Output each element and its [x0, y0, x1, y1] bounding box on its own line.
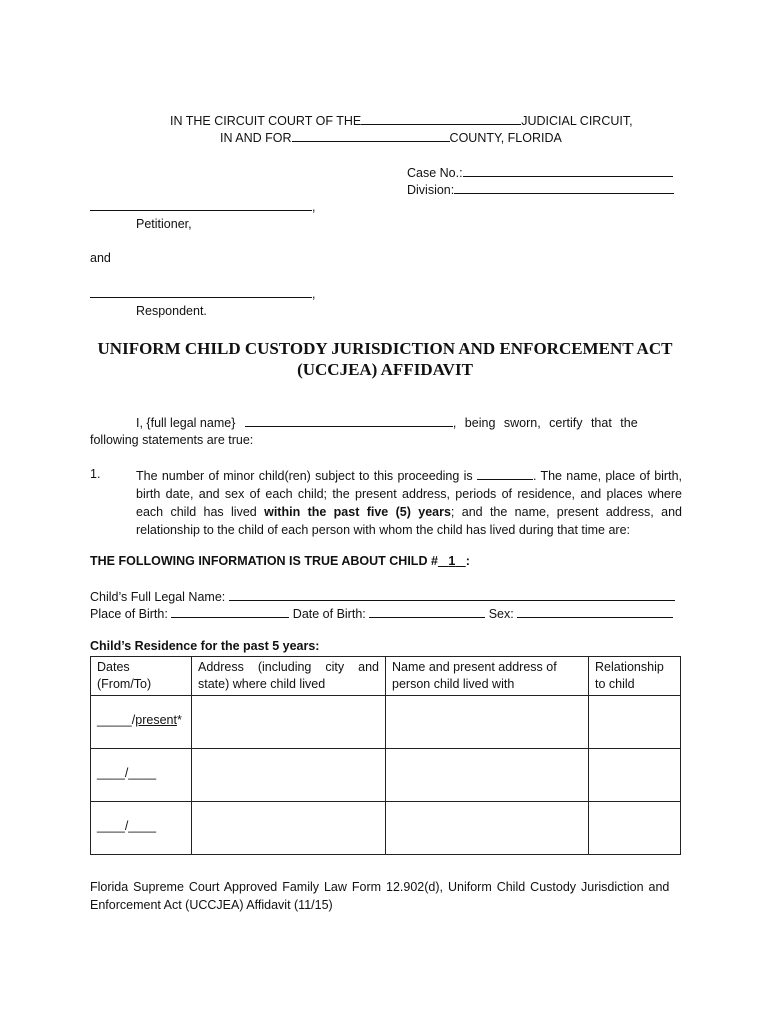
item1-paragraph	[136, 467, 682, 539]
oath-prefix: I, {full legal name}	[136, 416, 236, 430]
oath-line1	[136, 415, 638, 430]
item1-text-bold: within the past five (5) years	[264, 505, 451, 519]
county-prefix: IN AND FOR	[220, 131, 292, 145]
case-no-label: Case No.:	[407, 166, 463, 180]
person-cell[interactable]	[386, 802, 589, 855]
table-row	[91, 749, 681, 802]
child-heading-colon: :	[465, 554, 470, 568]
item1-number: 1.	[90, 467, 101, 481]
residence-caption: Child’s Residence for the past 5 years:	[90, 639, 320, 653]
relationship-cell[interactable]	[589, 696, 681, 749]
court-line	[170, 113, 633, 128]
respondent-comma: ,	[312, 287, 316, 301]
birth-line	[90, 606, 673, 621]
respondent-name-blank[interactable]	[90, 286, 312, 298]
case-no-line	[407, 165, 673, 180]
county-suffix: COUNTY, FLORIDA	[449, 131, 562, 145]
form-title-line1: UNIFORM CHILD CUSTODY JURISDICTION AND ENFORCEMENT ACT	[97, 339, 673, 358]
respondent-label: Respondent.	[136, 304, 207, 318]
person-cell[interactable]	[386, 696, 589, 749]
date-of-birth-label: Date of Birth:	[292, 607, 366, 621]
dates-cell[interactable]: _____/present*	[91, 696, 192, 749]
header-address: Address (including city and state) where child lived	[192, 657, 386, 696]
to-blank[interactable]: ____	[128, 766, 157, 780]
address-cell[interactable]	[192, 696, 386, 749]
full-name-label: Child’s Full Legal Name:	[90, 590, 226, 604]
petitioner-label: Petitioner,	[136, 217, 192, 231]
footer-line2: Enforcement Act (UCCJEA) Affidavit (11/15)	[90, 898, 333, 912]
from-blank[interactable]: _____	[97, 713, 132, 727]
division-label: Division:	[407, 183, 455, 197]
from-blank[interactable]: ____	[97, 819, 125, 833]
division-line	[407, 182, 674, 197]
child-count-blank[interactable]	[477, 468, 533, 480]
to-blank[interactable]: ____	[128, 819, 157, 833]
petitioner-name-line	[90, 199, 315, 214]
address-cell[interactable]	[192, 749, 386, 802]
county-line	[220, 130, 562, 145]
child-heading	[90, 554, 470, 568]
county-blank[interactable]	[292, 130, 450, 142]
dates-cell[interactable]: ____/____	[91, 802, 192, 855]
court-prefix: IN THE CIRCUIT COURT OF THE	[170, 114, 362, 128]
dates-cell[interactable]: ____/____	[91, 749, 192, 802]
residence-table	[90, 656, 681, 855]
petitioner-comma: ,	[312, 200, 316, 214]
relationship-cell[interactable]	[589, 749, 681, 802]
full-name-line	[90, 589, 675, 604]
full-legal-name-blank[interactable]	[245, 415, 453, 427]
relationship-cell[interactable]	[589, 802, 681, 855]
oath-suffix: , being sworn, certify that the	[452, 416, 638, 430]
judicial-circuit-blank[interactable]	[361, 113, 521, 125]
person-cell[interactable]	[386, 749, 589, 802]
item1-text-c: ; and the name, present address, and relationship to the child of each person with whom the child has lived during that time are:	[136, 505, 682, 537]
oath-line2: following statements are true:	[90, 433, 254, 447]
place-of-birth-label: Place of Birth:	[90, 607, 168, 621]
item1-text-a: The number of minor child(ren) subject to this proceeding is	[136, 469, 473, 483]
division-blank[interactable]	[454, 182, 674, 194]
place-of-birth-blank[interactable]	[171, 606, 289, 618]
date-of-birth-blank[interactable]	[369, 606, 485, 618]
to-present: present	[135, 713, 177, 727]
child-full-name-blank[interactable]	[229, 589, 675, 601]
table-row	[91, 696, 681, 749]
court-suffix: JUDICIAL CIRCUIT,	[521, 114, 633, 128]
petitioner-name-blank[interactable]	[90, 199, 312, 211]
address-cell[interactable]	[192, 802, 386, 855]
and-label: and	[90, 251, 111, 265]
footer-line1: Florida Supreme Court Approved Family Law Form 12.902(d), Uniform Child Custody Jurisdiction and	[90, 880, 670, 894]
from-blank[interactable]: ____	[97, 766, 125, 780]
form-title-line2: (UCCJEA) AFFIDAVIT	[297, 360, 473, 379]
sex-blank[interactable]	[517, 606, 673, 618]
respondent-name-line	[90, 286, 315, 301]
child-heading-text: THE FOLLOWING INFORMATION IS TRUE ABOUT CHILD #	[90, 554, 438, 568]
table-row	[91, 802, 681, 855]
case-no-blank[interactable]	[463, 165, 673, 177]
header-relationship: Relationship to child	[589, 657, 681, 696]
sex-label: Sex:	[488, 607, 514, 621]
header-dates: Dates (From/To)	[91, 657, 192, 696]
header-name-address: Name and present address of person child lived with	[386, 657, 589, 696]
child-number: 1	[448, 554, 456, 568]
item1-text-b: . The name, place of birth, birth date, and sex of each child; the present address, periods of residence, and places where each child has lived	[136, 469, 682, 519]
table-header-row	[91, 657, 681, 696]
